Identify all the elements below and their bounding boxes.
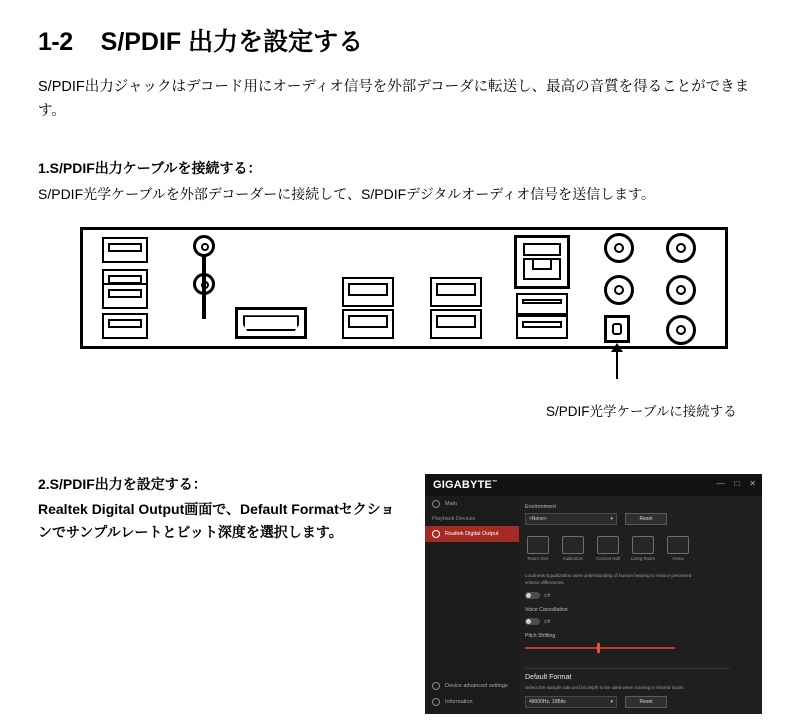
gigabyte-logo: GIGABYTE™ bbox=[433, 479, 498, 491]
home-icon bbox=[432, 500, 440, 508]
effect-label: Room Size bbox=[527, 556, 549, 561]
info-icon bbox=[432, 698, 440, 706]
realtek-audio-app-screenshot bbox=[425, 474, 762, 714]
section-title: S/PDIF 出力を設定する bbox=[100, 28, 364, 56]
io-panel-diagram bbox=[80, 227, 760, 377]
sidebar-item-label: Realtek Digital Output bbox=[445, 531, 499, 537]
default-format-select[interactable] bbox=[525, 696, 617, 708]
environment-select[interactable] bbox=[525, 513, 617, 525]
usb-port bbox=[516, 293, 568, 315]
step1-title: 1.S/PDIF出力ケーブルを接続する： bbox=[38, 159, 262, 176]
concert-hall-icon bbox=[597, 536, 619, 554]
default-format-title: Default Format bbox=[525, 674, 572, 682]
intro-paragraph: S/PDIF出力ジャックはデコード用にオーディオ信号を外部デコーダに転送し、最高の音質を得ることができます。 bbox=[38, 79, 750, 119]
sidebar-item-label: Main bbox=[445, 501, 457, 507]
minimize-icon[interactable]: — bbox=[716, 479, 725, 488]
sidebar-item-label: Device advanced settings bbox=[445, 683, 508, 689]
default-format-section bbox=[525, 662, 740, 708]
arena-icon bbox=[667, 536, 689, 554]
slider-knob[interactable] bbox=[597, 643, 600, 653]
usb-port bbox=[430, 277, 482, 307]
maximize-icon[interactable]: □ bbox=[734, 479, 740, 488]
usb-port bbox=[516, 315, 568, 339]
loudness-toggle-label: Off bbox=[544, 592, 551, 598]
sidebar-item-realtek-digital-output[interactable] bbox=[425, 526, 519, 542]
room-size-icon bbox=[527, 536, 549, 554]
app-body bbox=[425, 496, 762, 714]
voice-cancellation-toggle[interactable] bbox=[525, 618, 540, 625]
effect-item[interactable] bbox=[665, 536, 691, 561]
effect-label: Concert Hall bbox=[596, 556, 620, 561]
app-titlebar bbox=[425, 474, 762, 496]
app-sidebar bbox=[425, 496, 519, 714]
loudness-description: Loudness Equalization uses understanding of human hearing to reduce perceived volume differences. bbox=[525, 573, 692, 585]
section-number: 1-2 bbox=[38, 28, 73, 56]
loudness-toggle-row[interactable] bbox=[525, 592, 754, 599]
effect-item[interactable] bbox=[525, 536, 551, 561]
usb-port bbox=[430, 309, 482, 339]
callout-arrow-line bbox=[616, 351, 618, 379]
usb-port bbox=[102, 313, 148, 339]
effect-label: Living Room bbox=[631, 556, 655, 561]
chevron-down-icon: ▾ bbox=[610, 516, 613, 522]
effects-list bbox=[525, 536, 754, 561]
default-format-reset-button[interactable]: Reset bbox=[625, 696, 667, 708]
default-format-value: 48000Hz, 16Bits bbox=[529, 699, 566, 705]
antenna-connector bbox=[193, 273, 215, 343]
step2-text: Realtek Digital Output画面で、Default Formatセクションでサンプルレートとビット深度を選択します。 bbox=[38, 501, 395, 541]
step2-title: 2.S/PDIF出力を設定する： bbox=[38, 476, 207, 492]
environment-reset-button[interactable]: Reset bbox=[625, 513, 667, 525]
pitch-shifting-slider[interactable] bbox=[525, 647, 675, 649]
effect-label: Auditorium bbox=[562, 556, 584, 561]
effect-item[interactable] bbox=[560, 536, 586, 561]
default-format-description: Select the sample rate and bit depth to be used when running in shared mode. bbox=[525, 685, 685, 691]
sidebar-item-label: Information bbox=[445, 699, 473, 705]
spdif-optical-port bbox=[604, 315, 630, 343]
pitch-shifting-label: Pitch Shifting bbox=[525, 632, 556, 639]
spdif-callout-label: S/PDIF光学ケーブルに接続する bbox=[546, 404, 737, 419]
usb-port bbox=[342, 309, 394, 339]
close-icon[interactable]: ✕ bbox=[749, 479, 756, 488]
gear-icon bbox=[432, 682, 440, 690]
auditorium-icon bbox=[562, 536, 584, 554]
document-page bbox=[0, 22, 800, 723]
usb-port bbox=[102, 237, 148, 263]
window-controls bbox=[716, 479, 756, 488]
sidebar-bottom-items bbox=[425, 678, 519, 710]
effect-item[interactable] bbox=[630, 536, 656, 561]
usb-port bbox=[102, 283, 148, 309]
divider bbox=[525, 668, 730, 669]
usb-port bbox=[342, 277, 394, 307]
sidebar-item-information[interactable] bbox=[425, 694, 519, 710]
loudness-toggle[interactable] bbox=[525, 592, 540, 599]
hdmi-port bbox=[235, 307, 307, 339]
trademark-mark: ™ bbox=[492, 479, 498, 486]
effect-item[interactable] bbox=[595, 536, 621, 561]
lan-port bbox=[514, 235, 570, 289]
step1-text: S/PDIF光学ケーブルを外部デコーダーに接続して、S/PDIFデジタルオーディオ信号を送信します。 bbox=[38, 185, 656, 202]
sidebar-item-device-advanced-settings[interactable] bbox=[425, 678, 519, 694]
sidebar-group-playback-devices: Playback Devices bbox=[432, 516, 476, 522]
environment-label: Environment bbox=[525, 504, 556, 510]
environment-row bbox=[525, 513, 754, 525]
default-format-row bbox=[525, 696, 740, 708]
voice-cancellation-toggle-label: Off bbox=[544, 618, 551, 624]
living-room-icon bbox=[632, 536, 654, 554]
page-title bbox=[38, 22, 762, 58]
sidebar-item-main[interactable] bbox=[425, 496, 519, 512]
chevron-down-icon: ▾ bbox=[610, 699, 613, 705]
voice-cancellation-label: Voice Cancellation bbox=[525, 606, 568, 613]
app-main-panel bbox=[519, 496, 762, 714]
environment-value: <None> bbox=[529, 516, 547, 522]
effect-label: Arena bbox=[672, 556, 684, 561]
step2-block bbox=[38, 474, 398, 544]
speaker-icon bbox=[432, 530, 440, 538]
voice-cancellation-toggle-row[interactable] bbox=[525, 618, 754, 625]
